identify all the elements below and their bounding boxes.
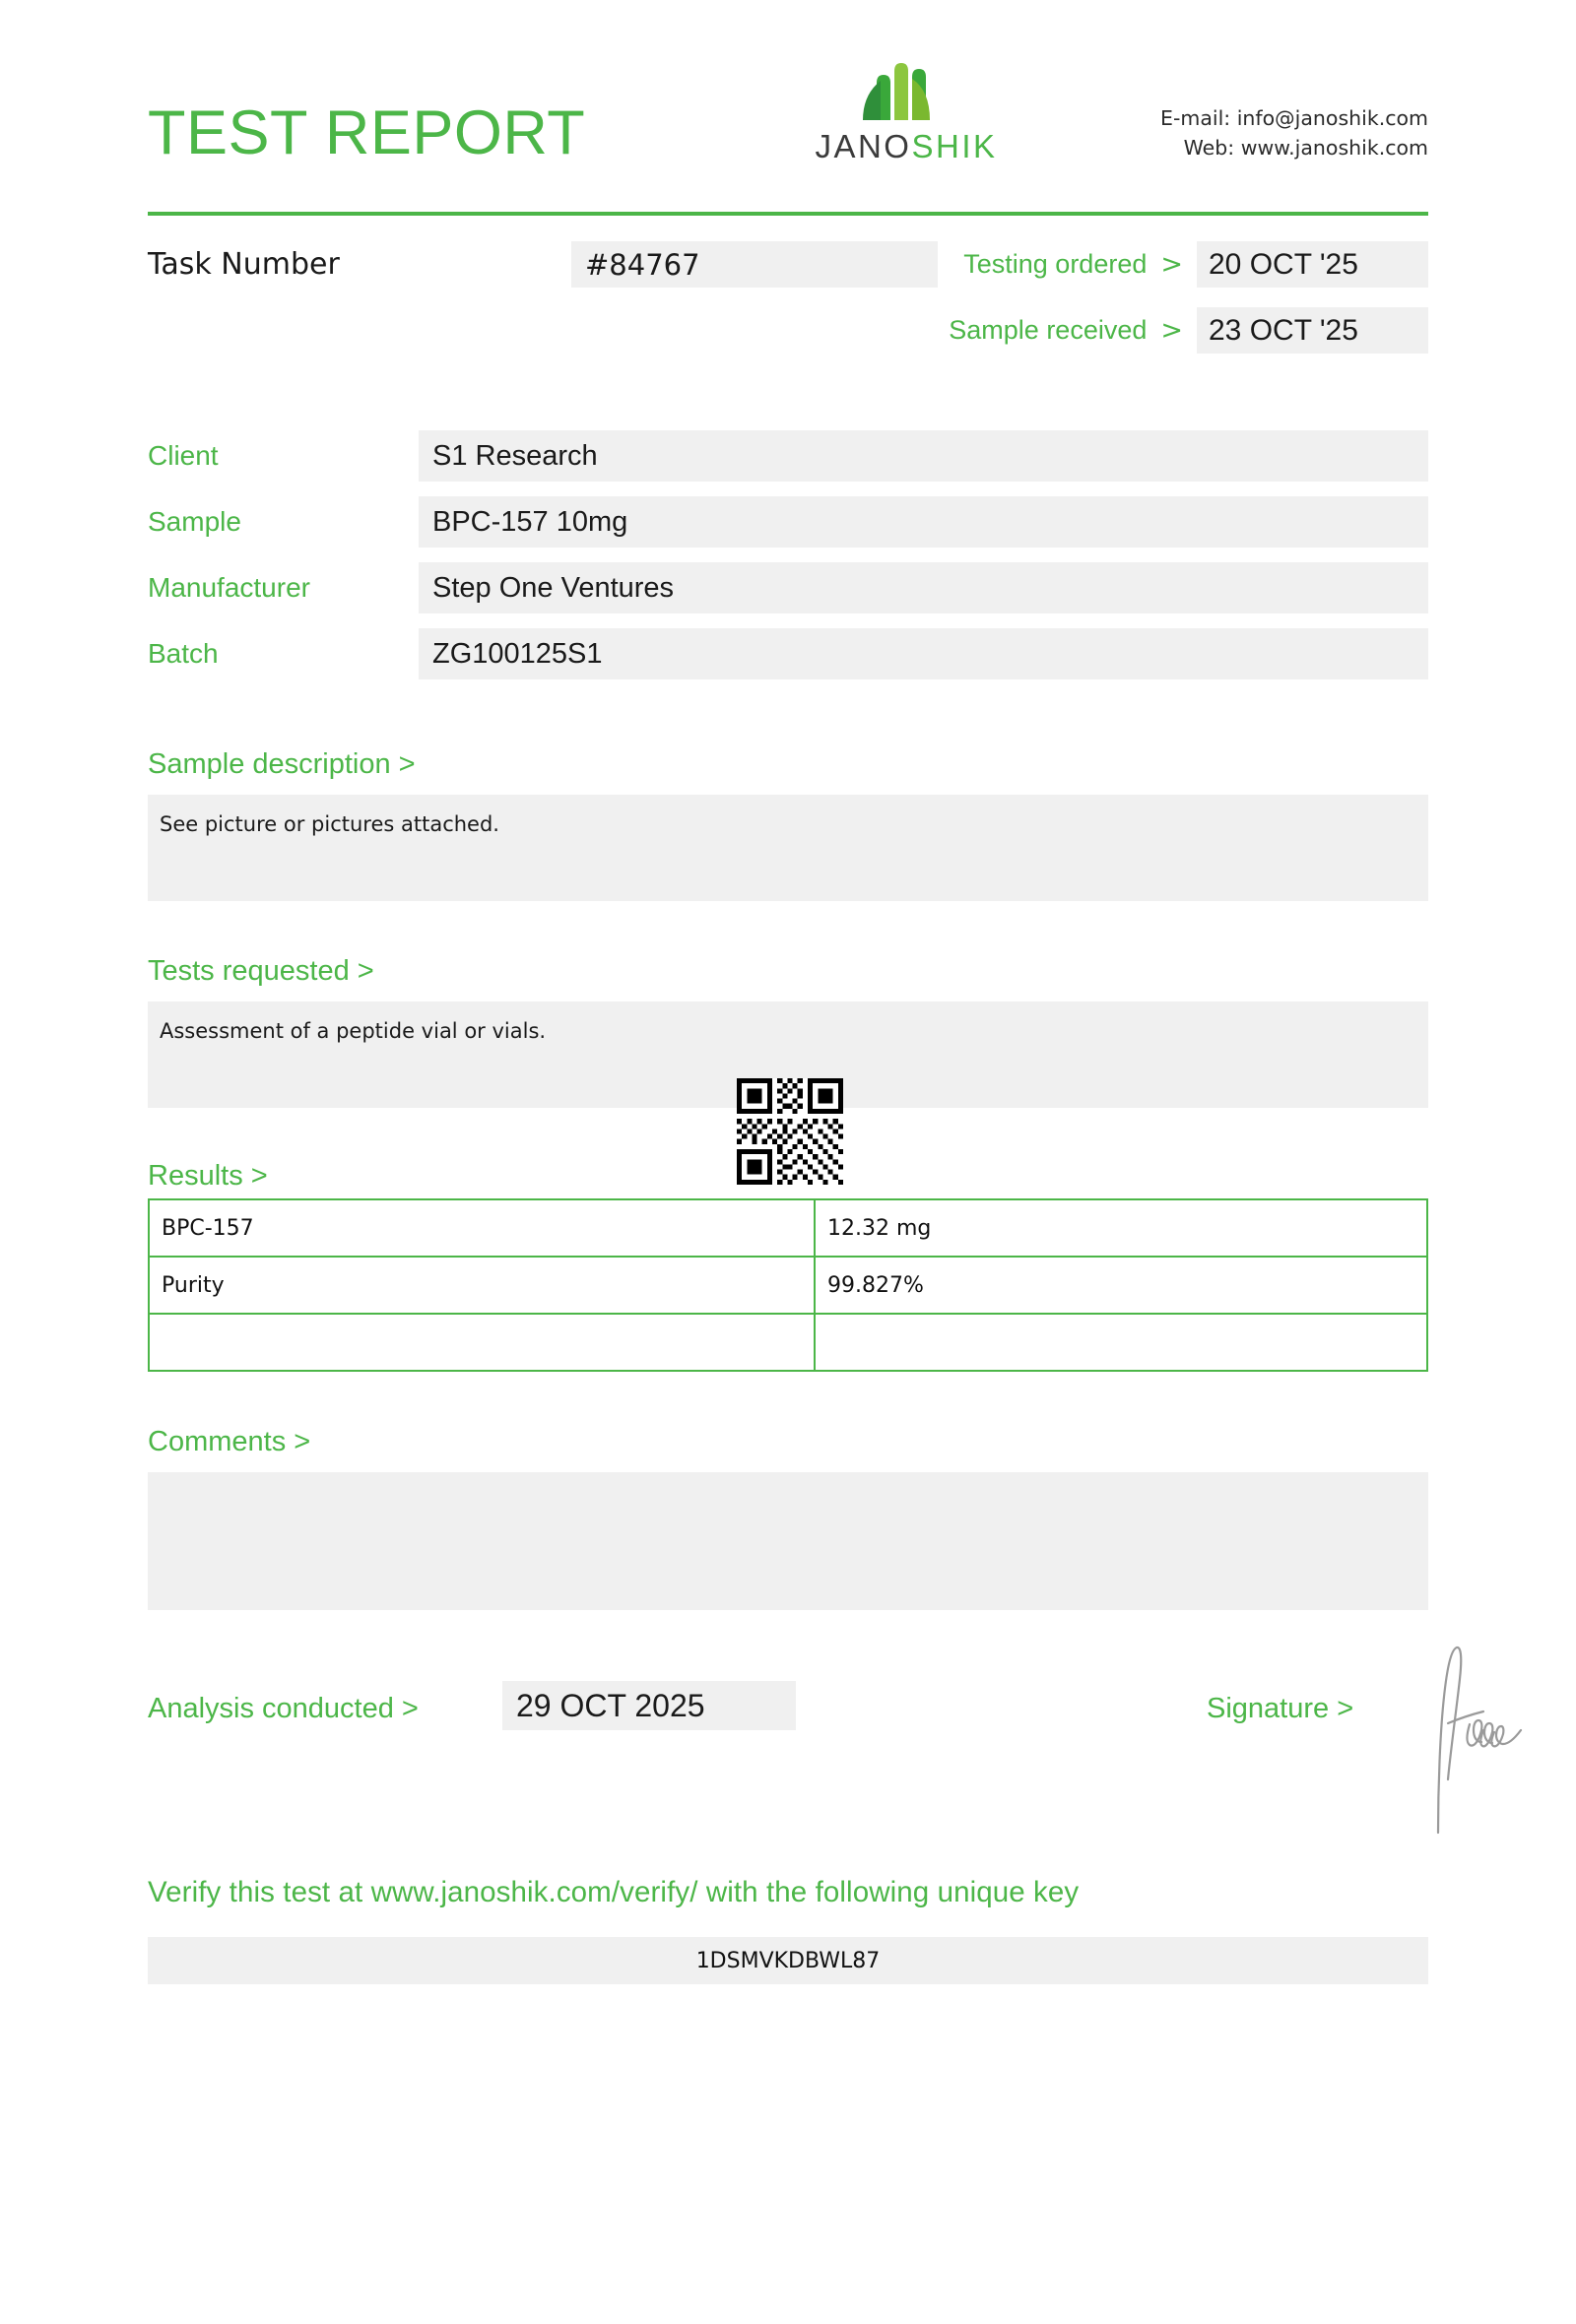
result-value: 99.827%	[815, 1257, 1427, 1314]
result-value	[815, 1314, 1427, 1371]
results-table	[148, 1198, 1428, 1372]
task-number-label: Task Number	[148, 247, 340, 282]
qr-code-icon	[737, 1078, 843, 1185]
info-value-batch: ZG100125S1	[419, 628, 1428, 679]
comments-section	[148, 1426, 1428, 1610]
contact-web: Web: www.janoshik.com	[1183, 136, 1428, 160]
info-row-sample	[148, 496, 1428, 562]
info-row-client	[148, 430, 1428, 496]
result-value: 12.32 mg	[815, 1199, 1427, 1257]
analysis-signature-row	[148, 1681, 1428, 1799]
sample-received-row	[877, 307, 1428, 354]
janoshik-mountain-icon	[847, 61, 965, 122]
table-row	[149, 1257, 1427, 1314]
sample-description-text: See picture or pictures attached.	[148, 795, 1428, 901]
testing-ordered-caret: >	[1160, 249, 1183, 280]
signature-label: Signature >	[1207, 1693, 1354, 1724]
brand-logo	[749, 61, 1064, 165]
task-number-value: #84767	[571, 241, 938, 288]
sample-received-value: 23 OCT '25	[1197, 307, 1428, 354]
contact-email: E-mail: info@janoshik.com	[1160, 106, 1428, 130]
table-row	[149, 1314, 1427, 1371]
verify-text: Verify this test at www.janoshik.com/verify/ with the following unique key	[148, 1876, 1080, 1908]
result-name: Purity	[149, 1257, 815, 1314]
info-label-client: Client	[148, 440, 219, 471]
page-title: TEST REPORT	[148, 98, 586, 167]
info-row-batch	[148, 628, 1428, 694]
sample-description-section	[148, 748, 1428, 901]
unique-key-value: 1DSMVKDBWL87	[148, 1937, 1428, 1984]
tests-requested-text: Assessment of a peptide vial or vials.	[148, 1001, 1428, 1108]
brand-wordmark-dark: JANO	[815, 128, 912, 164]
sample-info-table	[148, 430, 1428, 694]
analysis-conducted-date: 29 OCT 2025	[502, 1681, 796, 1730]
testing-ordered-row	[877, 241, 1428, 288]
tests-requested-title: Tests requested >	[148, 955, 374, 987]
dates-block	[877, 241, 1428, 373]
sample-received-caret: >	[1160, 315, 1183, 346]
table-row	[149, 1199, 1427, 1257]
brand-wordmark	[749, 128, 1064, 165]
sample-description-title: Sample description >	[148, 748, 416, 780]
comments-title: Comments >	[148, 1426, 311, 1457]
info-value-manufacturer: Step One Ventures	[419, 562, 1428, 613]
analysis-conducted-label: Analysis conducted >	[148, 1693, 419, 1724]
info-label-sample: Sample	[148, 506, 241, 537]
signature-icon	[1418, 1640, 1546, 1837]
result-name	[149, 1314, 815, 1371]
testing-ordered-label: Testing ordered	[963, 249, 1148, 279]
results-title: Results >	[148, 1160, 268, 1192]
result-name: BPC-157	[149, 1199, 815, 1257]
brand-wordmark-green: SHIK	[911, 128, 998, 164]
info-label-manufacturer: Manufacturer	[148, 572, 310, 603]
header-divider	[148, 212, 1428, 216]
task-and-dates	[148, 245, 1428, 383]
info-value-sample: BPC-157 10mg	[419, 496, 1428, 548]
results-header	[148, 1108, 1428, 1198]
testing-ordered-value: 20 OCT '25	[1197, 241, 1428, 288]
info-row-manufacturer	[148, 562, 1428, 628]
sample-received-label: Sample received	[949, 315, 1148, 345]
comments-text	[148, 1472, 1428, 1610]
info-label-batch: Batch	[148, 638, 219, 669]
report-header	[148, 0, 1428, 212]
info-value-client: S1 Research	[419, 430, 1428, 482]
results-section	[148, 1108, 1428, 1372]
contact-info	[1160, 103, 1428, 162]
